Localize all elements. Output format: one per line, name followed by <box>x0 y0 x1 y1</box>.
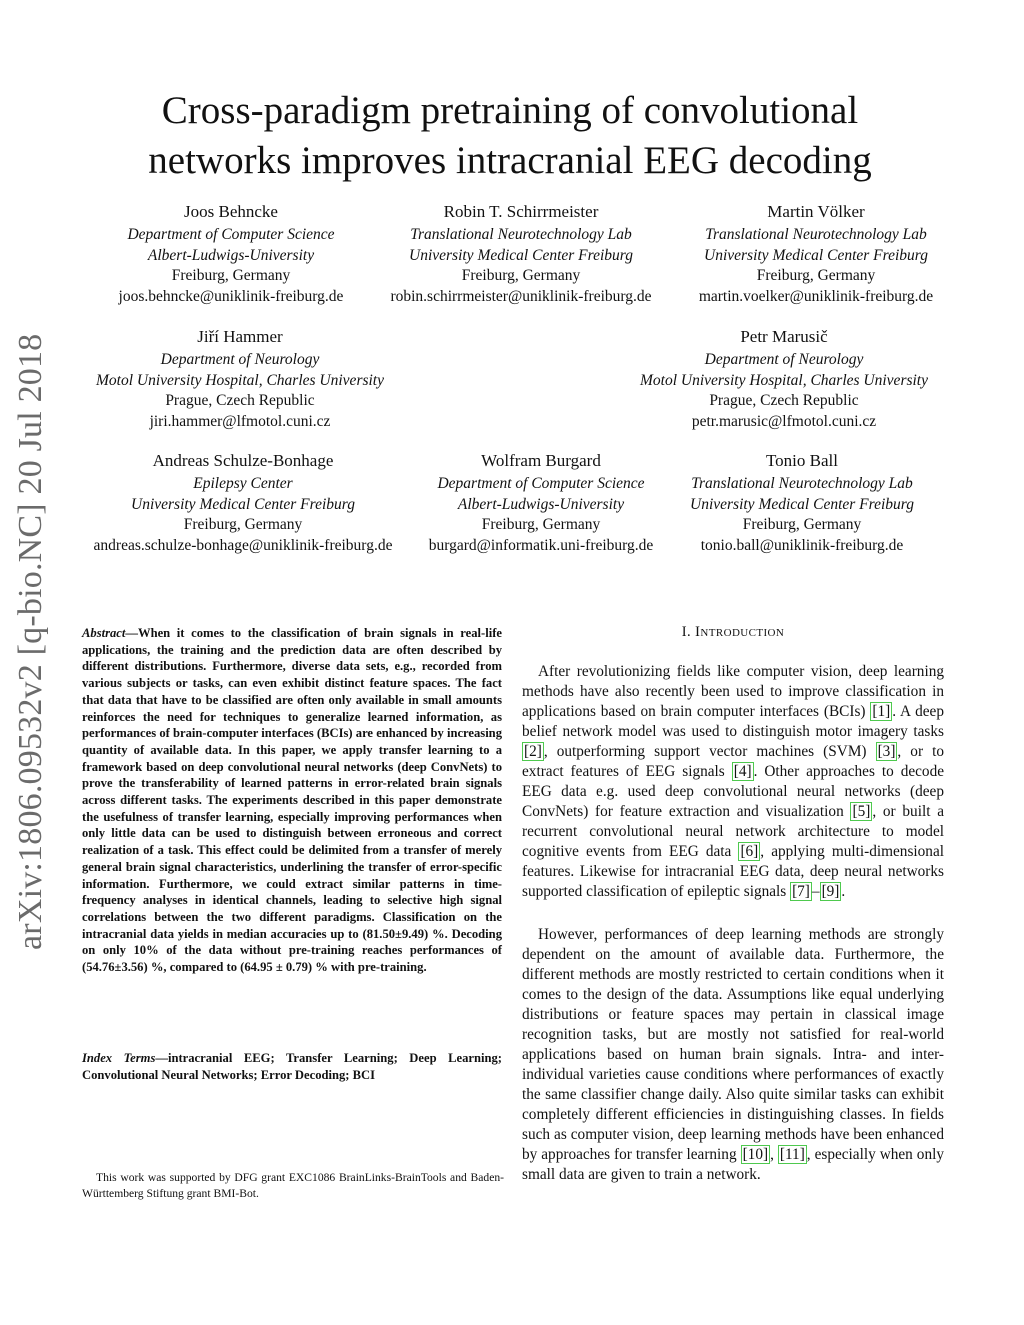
citation-link[interactable]: [6] <box>740 843 759 860</box>
author-block <box>646 202 986 308</box>
author-block <box>614 327 954 433</box>
citation-link[interactable]: [3] <box>877 743 896 760</box>
author-name: Robin T. Schirrmeister <box>443 202 599 221</box>
author-inst: University Medical Center Freiburg <box>704 246 928 264</box>
abstract-text: —When it comes to the classification of brain signals in real-life applications, the training and the prediction data are often described by different distributions. Furthermore, diverse data sets, e.g., recorded from various subjects or tasks, can even exhibit distinct feature spaces. The fact that data that have to be classified are often only available in small amounts reinforces the need for techniques to generalize learned information, as performances of brain-computer interfaces (BCIs) are enhanced by increasing quantity of available data. In this paper, we apply transfer learning to a framework based on deep convolutional neural networks (deep ConvNets) to prove the transferability of learned patterns in error-related brain signals across different tasks. The experiments described in this paper demonstrate the usefulness of transfer learning, especially improving performances when only little data can be used to distinguish between erroneous and correct realization of a task. This effect could be delimited from a transfer of merely general brain signal characteristics, underlining the transfer of error-specific information. Furthermore, we could extract similar patterns in time-frequency analyses in identical channels, leading to selective high signal correlations between the two different paradigms. Classification on the intracranial data yields in median accuracies up to (81.50±9.49) %. Decoding on only 10% of the data without pre-training reaches performances of (54.76±3.56) %, compared to (64.95 ± 0.79) % with pre-training. <box>82 626 502 975</box>
author-block <box>351 202 691 308</box>
title-line-1: Cross-paradigm pretraining of convolutional <box>161 89 859 132</box>
author-inst: Albert-Ludwigs-University <box>147 246 315 264</box>
citation-link[interactable]: [11] <box>779 1146 805 1163</box>
author-inst: University Medical Center Freiburg <box>409 246 633 264</box>
citation-link[interactable]: [7] <box>792 883 810 900</box>
citation-link[interactable]: [9] <box>821 883 840 900</box>
author-dept: Translational Neurotechnology Lab <box>410 225 632 243</box>
author-block <box>70 327 410 433</box>
title-line-2: networks improves intracranial EEG decoding <box>148 139 872 182</box>
author-name: Wolfram Burgard <box>481 451 601 470</box>
author-inst: University Medical Center Freiburg <box>131 495 355 513</box>
author-dept: Department of Neurology <box>160 350 320 368</box>
author-location: Freiburg, Germany <box>742 516 862 534</box>
author-email[interactable]: joos.behncke@uniklinik-freiburg.de <box>118 288 344 306</box>
intro-paragraph-2: However, performances of deep learning methods are strongly dependent on the amount of available data. Furthermore, the different methods are mostly restricted to certain conditions when it comes to the design of the data. Assumptions like equal underlying distributions or feature spaces may pertain in classical image recognition tasks, but are mostly not satisfied for real-world applications based on human brain signals. Intra- and inter-individual varieties cause conditions where performances of exactly the same classifier change daily. Also quite similar tasks can exhibit completely different efficiencies in distinguishing classes. In fields such as computer vision, deep learning methods have been enhanced by approaches for transfer learning [10] , [11] , especially when only small data are given to train a network. <box>522 926 944 1183</box>
author-email[interactable]: martin.voelker@uniklinik-freiburg.de <box>698 288 934 306</box>
arxiv-stamp: arXiv:1806.09532v2 [q-bio.NC] 20 Jul 2018 <box>12 333 49 950</box>
funding-footnote <box>82 1170 504 1201</box>
author-name: Jiří Hammer <box>197 327 283 346</box>
author-email[interactable]: jiri.hammer@lfmotol.cuni.cz <box>149 413 331 431</box>
abstract-label: Abstract <box>82 626 126 640</box>
abstract <box>82 625 502 976</box>
author-dept: Epilepsy Center <box>193 474 293 492</box>
author-inst: University Medical Center Freiburg <box>690 495 914 513</box>
paper-title <box>80 86 940 186</box>
index-terms-text: —intracranial EEG; Transfer Learning; Deep Learning; Convolutional Neural Networks; Error Decoding; BCI <box>82 1051 502 1082</box>
author-email[interactable]: burgard@informatik.uni-freiburg.de <box>428 537 654 555</box>
index-terms-label: Index Terms <box>82 1051 156 1065</box>
citation-link[interactable]: [5] <box>852 803 871 820</box>
section-name: Introduction <box>695 624 785 640</box>
author-name: Andreas Schulze-Bonhage <box>152 451 334 470</box>
author-dept: Department of Neurology <box>704 350 864 368</box>
author-location: Freiburg, Germany <box>461 267 581 285</box>
author-block <box>632 451 972 557</box>
intro-paragraph-1: After revolutionizing fields like computer vision, deep learning methods have also recently been used to improve classification in applications based on brain computer interfaces (BCIs) [1] . A deep belief network model was used to distinguish motor imagery tasks [2] , outperforming support vector machines (SVM) [3] , or to extract features of EEG signals [4] . Other approaches to decode EEG data e.g. used deep convolutional neural networks (deep ConvNets) for feature extraction and visualization [5] , or built a recurrent convolutional neural network architecture to model cognitive events from EEG data [6] , applying multi-dimensional features. Likewise for intracranial EEG data, deep neural networks supported classification of epileptic signals [7] – [9] . <box>522 663 945 900</box>
author-name: Petr Marusič <box>740 327 828 346</box>
author-name: Joos Behncke <box>184 202 278 221</box>
section-heading <box>522 624 944 641</box>
author-email[interactable]: petr.marusic@lfmotol.cuni.cz <box>691 413 877 431</box>
footnote-text: This work was supported by DFG grant EXC1086 BrainLinks-BrainTools and Baden-Württemberg Stiftung grant BMI-Bot. <box>82 1171 504 1200</box>
author-location: Freiburg, Germany <box>756 267 876 285</box>
author-location: Prague, Czech Republic <box>165 392 315 410</box>
author-dept: Translational Neurotechnology Lab <box>705 225 927 243</box>
author-dept: Department of Computer Science <box>127 225 335 243</box>
author-name: Martin Völker <box>767 202 865 221</box>
author-inst: Albert-Ludwigs-University <box>457 495 625 513</box>
author-dept: Department of Computer Science <box>437 474 645 492</box>
author-inst: Motol University Hospital, Charles University <box>95 371 384 389</box>
author-location: Freiburg, Germany <box>481 516 601 534</box>
author-inst: Motol University Hospital, Charles University <box>639 371 928 389</box>
author-email[interactable]: andreas.schulze-bonhage@uniklinik-freiburg.de <box>93 537 393 555</box>
author-name: Tonio Ball <box>765 451 838 470</box>
section-number: I. <box>681 624 696 640</box>
author-email[interactable]: robin.schirrmeister@uniklinik-freiburg.de <box>390 288 652 306</box>
index-terms <box>82 1050 502 1083</box>
citation-link[interactable]: [2] <box>524 743 542 760</box>
citation-link[interactable]: [1] <box>872 703 891 720</box>
author-location: Freiburg, Germany <box>183 516 303 534</box>
author-block <box>61 202 401 308</box>
citation-link[interactable]: [4] <box>733 763 752 780</box>
citation-link[interactable]: [10] <box>742 1146 769 1163</box>
author-location: Freiburg, Germany <box>171 267 291 285</box>
author-email[interactable]: tonio.ball@uniklinik-freiburg.de <box>700 537 904 555</box>
author-location: Prague, Czech Republic <box>709 392 859 410</box>
author-dept: Translational Neurotechnology Lab <box>691 474 913 492</box>
author-block <box>73 451 413 557</box>
